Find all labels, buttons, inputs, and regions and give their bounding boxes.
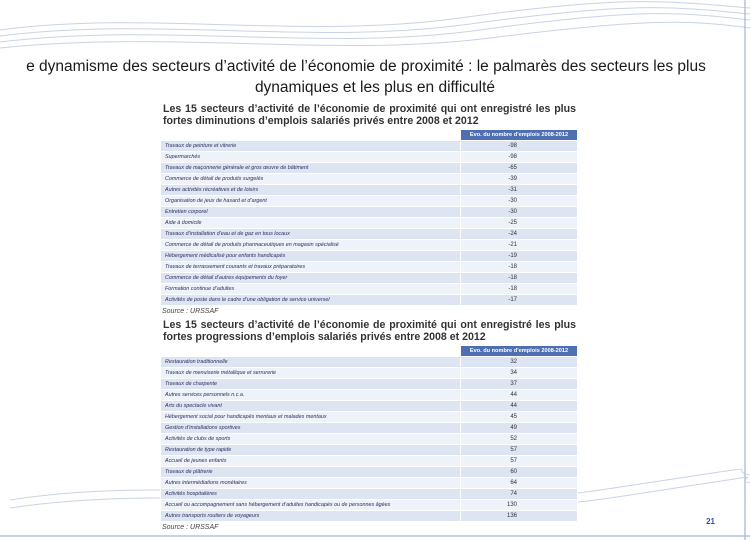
- sector-label: Commerce de détail de produits surgelés: [161, 174, 461, 185]
- table-row: [161, 489, 578, 500]
- sector-label: Travaux de peinture et vitrerie: [161, 141, 461, 152]
- employment-change-value: -25: [461, 218, 578, 229]
- table-row: [161, 141, 578, 152]
- swoosh-line: [0, 2, 750, 30]
- table-row: [161, 423, 578, 434]
- employment-change-value: -98: [461, 152, 578, 163]
- growth-table-title: Les 15 secteurs d’activité de l’économie de proximité qui ont enregistré les plus fortes progressions d’emplois salariés privés entre 2008 et 2012: [163, 319, 576, 343]
- sector-label: Commerce de détail d’autres équipements du foyer: [161, 273, 461, 284]
- employment-change-value: 130: [461, 500, 578, 511]
- sector-label: Activités de clubs de sports: [161, 434, 461, 445]
- growth-table-block: [160, 320, 578, 532]
- employment-change-value: 44: [461, 390, 578, 401]
- sector-label: Autres services personnels n.c.a.: [161, 390, 461, 401]
- employment-change-value: 34: [461, 368, 578, 379]
- employment-change-value: 57: [461, 445, 578, 456]
- employment-change-value: 49: [461, 423, 578, 434]
- sector-label: Travaux de maçonnerie générale et gros œuvre de bâtiment: [161, 163, 461, 174]
- table-row: [161, 467, 578, 478]
- table-header-evolution: Evo. du nombre d’emplois 2008-2012: [461, 130, 578, 141]
- sector-label: Restauration traditionnelle: [161, 357, 461, 368]
- sector-label: Autres transports routiers de voyageurs: [161, 511, 461, 522]
- table-row: [161, 295, 578, 306]
- employment-change-value: 52: [461, 434, 578, 445]
- table-row: [161, 218, 578, 229]
- employment-change-value: -19: [461, 251, 578, 262]
- table-row: [161, 478, 578, 489]
- sector-label: Commerce de détail de produits pharmaceutiques en magasin spécialisé: [161, 240, 461, 251]
- sector-label: Travaux d’installation d’eau et de gaz en tous locaux: [161, 229, 461, 240]
- table-row: [161, 456, 578, 467]
- declines-table-title: Les 15 secteurs d’activité de l’économie de proximité qui ont enregistré les plus fortes diminutions d’emplois salariés privés entre 2008 et 2012: [163, 103, 576, 127]
- table-row: [161, 196, 578, 207]
- sector-label: Autres activités récréatives et de loisirs: [161, 185, 461, 196]
- table-header-evolution: Evo. du nombre d’emplois 2008-2012: [461, 346, 578, 357]
- sector-label: Hébergement médicalisé pour enfants handicapés: [161, 251, 461, 262]
- swoosh-line: [0, 22, 750, 48]
- growth-table-source: Source : URSSAF: [162, 524, 219, 531]
- declines-table: [160, 129, 578, 306]
- sector-label: Supermarchés: [161, 152, 461, 163]
- swoosh-line: [0, 14, 750, 42]
- employment-change-value: -39: [461, 174, 578, 185]
- sector-label: Travaux de charpente: [161, 379, 461, 390]
- employment-change-value: -30: [461, 207, 578, 218]
- slide-title: [0, 56, 750, 98]
- table-row: [161, 390, 578, 401]
- employment-change-value: 64: [461, 478, 578, 489]
- employment-change-value: 136: [461, 511, 578, 522]
- declines-table-block: [160, 104, 578, 316]
- sector-label: Restauration de type rapide: [161, 445, 461, 456]
- sector-label: Accueil ou accompagnement sans hébergement d’adultes handicapés ou de personnes âgées: [161, 500, 461, 511]
- table-row: [161, 207, 578, 218]
- sector-label: Hébergement social pour handicapés mentaux et malades mentaux: [161, 412, 461, 423]
- table-row: [161, 229, 578, 240]
- table-row: [161, 511, 578, 522]
- table-row: [161, 163, 578, 174]
- table-row: [161, 434, 578, 445]
- table-row: [161, 174, 578, 185]
- sector-label: Entretien corporel: [161, 207, 461, 218]
- swoosh-line: [0, 8, 750, 36]
- page-number: 21: [706, 517, 715, 526]
- sector-label: Autres intermédiations monétaires: [161, 478, 461, 489]
- sector-label: Travaux de terrassement courants et travaux préparatoires: [161, 262, 461, 273]
- table-row: [161, 152, 578, 163]
- sector-label: Activités hospitalières: [161, 489, 461, 500]
- declines-table-source: Source : URSSAF: [162, 308, 219, 315]
- growth-table-body: [161, 357, 578, 522]
- sector-label: Aide à domicile: [161, 218, 461, 229]
- employment-change-value: -24: [461, 229, 578, 240]
- slide-title-line-1: e dynamisme des secteurs d’activité de l’économie de proximité : le palmarès des secteurs les plus: [26, 58, 706, 75]
- table-row: [161, 412, 578, 423]
- sector-label: Travaux de menuiserie métallique et serrurerie: [161, 368, 461, 379]
- table-row: [161, 273, 578, 284]
- table-row: [161, 185, 578, 196]
- sector-label: Organisation de jeux de hasard et d’argent: [161, 196, 461, 207]
- table-header-blank: [161, 346, 461, 357]
- employment-change-value: 57: [461, 456, 578, 467]
- table-row: [161, 357, 578, 368]
- employment-change-value: 74: [461, 489, 578, 500]
- employment-change-value: 44: [461, 401, 578, 412]
- table-row: [161, 445, 578, 456]
- growth-table: [160, 345, 578, 522]
- employment-change-value: -18: [461, 284, 578, 295]
- table-row: [161, 368, 578, 379]
- sector-label: Travaux de plâtrerie: [161, 467, 461, 478]
- table-header-blank: [161, 130, 461, 141]
- employment-change-value: -31: [461, 185, 578, 196]
- sector-label: Accueil de jeunes enfants: [161, 456, 461, 467]
- employment-change-value: -17: [461, 295, 578, 306]
- sector-label: Formation continue d’adultes: [161, 284, 461, 295]
- employment-change-value: 60: [461, 467, 578, 478]
- employment-change-value: 37: [461, 379, 578, 390]
- sector-label: Activités de poste dans le cadre d’une obligation de service universel: [161, 295, 461, 306]
- employment-change-value: 45: [461, 412, 578, 423]
- employment-change-value: 32: [461, 357, 578, 368]
- employment-change-value: -18: [461, 273, 578, 284]
- table-row: [161, 240, 578, 251]
- slide-title-line-2: dynamiques et les plus en difficulté: [254, 79, 496, 96]
- employment-change-value: -30: [461, 196, 578, 207]
- table-row: [161, 379, 578, 390]
- table-row: [161, 262, 578, 273]
- employment-change-value: -18: [461, 262, 578, 273]
- table-row: [161, 401, 578, 412]
- employment-change-value: -98: [461, 141, 578, 152]
- table-row: [161, 251, 578, 262]
- sector-label: Arts du spectacle vivant: [161, 401, 461, 412]
- employment-change-value: -21: [461, 240, 578, 251]
- employment-change-value: -65: [461, 163, 578, 174]
- declines-table-body: [161, 141, 578, 306]
- table-row: [161, 500, 578, 511]
- sector-label: Gestion d’installations sportives: [161, 423, 461, 434]
- table-row: [161, 284, 578, 295]
